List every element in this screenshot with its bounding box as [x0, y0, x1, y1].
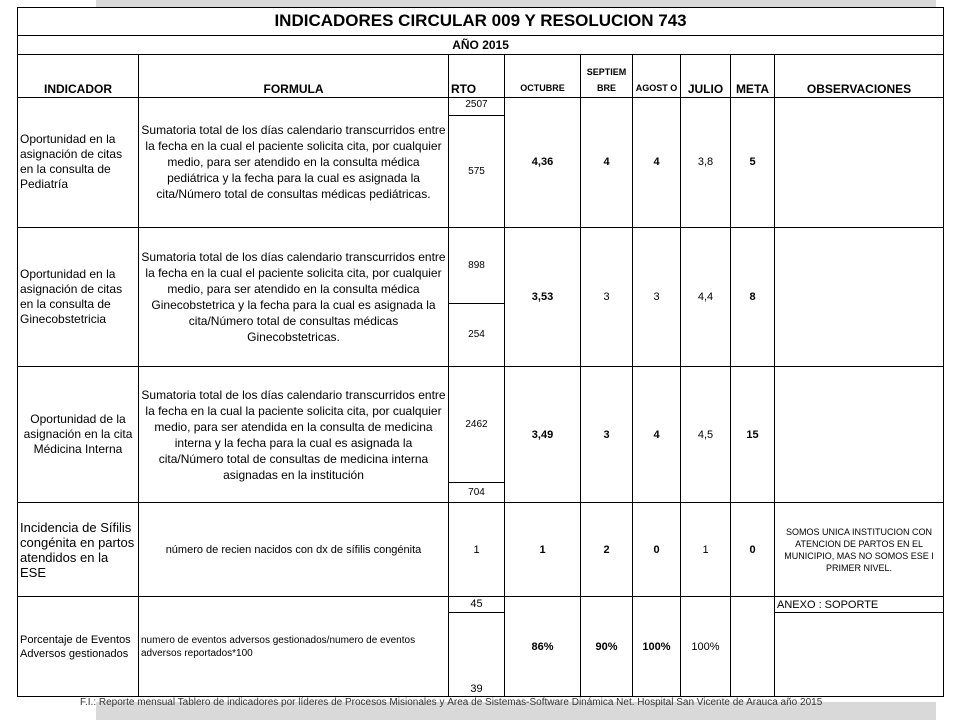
meta-cell: 15: [731, 366, 775, 503]
indicador-cell: Incidencia de Sífilis congénita en partos atendidos en la ESE: [18, 503, 139, 597]
denominador-cell: 575: [449, 116, 505, 228]
agosto-cell: 4: [633, 97, 681, 227]
observaciones-cell: ANEXO : SOPORTE: [775, 597, 944, 613]
agosto-cell: 100%: [633, 597, 681, 697]
julio-cell: 3,8: [681, 97, 731, 227]
denominador-cell: 39: [449, 613, 505, 697]
octubre-cell: 1: [505, 503, 581, 597]
agosto-cell: 3: [633, 228, 681, 367]
observaciones-cell: SOMOS UNICA INSTITUCION CON ATENCION DE PARTOS EN EL MUNICIPIO, MAS NO SOMOS ESE I PRIMER NIVEL.: [775, 503, 944, 597]
meta-cell: 5: [731, 97, 775, 227]
header-indicador: INDICADOR: [18, 54, 139, 97]
header-rto: RTO: [449, 54, 505, 97]
table-row: [18, 228, 944, 303]
formula-cell: numero de eventos adversos gestionados/numero de eventos adversos reportados*100: [139, 597, 449, 697]
table-row: [18, 503, 944, 597]
header-formula: FORMULA: [139, 54, 449, 97]
octubre-cell: 3,49: [505, 366, 581, 503]
header-septiembre: SEPTIEM BRE: [581, 54, 633, 97]
indicador-cell: Oportunidad de la asignación en la cita Médicina Interna: [18, 366, 139, 503]
octubre-cell: 86%: [505, 597, 581, 697]
julio-cell: 4,5: [681, 366, 731, 503]
octubre-cell: 3,53: [505, 228, 581, 367]
numerador-cell: 2507: [449, 97, 505, 115]
agosto-cell: 0: [633, 503, 681, 597]
table-subtitle-year: AÑO 2015: [18, 35, 944, 54]
julio-cell: 4,4: [681, 228, 731, 367]
observaciones-cell: [775, 97, 944, 227]
formula-cell: Sumatoria total de los días calendario transcurridos entre la fecha en la cual el paciente solicita cita, por cualquier medio, para ser atendido en la consulta médica pediátrica y la fecha para la cual es asignada la cita/Número total de consultas médicas pediátricas.: [139, 97, 449, 227]
header-julio: JULIO: [681, 54, 731, 97]
meta-cell: [731, 597, 775, 697]
meta-cell: 8: [731, 228, 775, 367]
table-row: [18, 366, 944, 482]
julio-cell: 1: [681, 503, 731, 597]
septiembre-cell: 4: [581, 97, 633, 227]
header-observaciones: OBSERVACIONES: [775, 54, 944, 97]
numerador-cell: 2462: [449, 366, 505, 482]
numerador-cell: 45: [449, 597, 505, 613]
numerador-cell: 898: [449, 228, 505, 303]
indicador-cell: Oportunidad en la asignación de citas en la consulta de Ginecobstetricia: [18, 228, 139, 367]
rto-cell: 1: [449, 503, 505, 597]
formula-cell: Sumatoria total de los días calendario transcurridos entre la fecha en la cual la paciente solicita cita, por cualquier medio, para ser atendida en la consulta de medicina interna y la fecha para la cual es asignada la cita/Número total de consultas de medicina interna asignadas en la institución: [139, 366, 449, 503]
denominador-cell: 704: [449, 482, 505, 502]
meta-cell: 0: [731, 503, 775, 597]
indicators-table: [17, 7, 944, 697]
formula-cell: número de recien nacidos con dx de sífilis congénita: [139, 503, 449, 597]
septiembre-cell: 90%: [581, 597, 633, 697]
indicador-cell: Oportunidad en la asignación de citas en la consulta de Pediatría: [18, 97, 139, 227]
header-meta: META: [731, 54, 775, 97]
source-footnote: F.I.: Reporte mensual Tablero de indicadores por líderes de Procesos Misionales y Área de Sistemas-Software Dinámica Net. Hospital San Vicente de Arauca año 2015: [80, 697, 823, 708]
octubre-cell: 4,36: [505, 97, 581, 227]
septiembre-cell: 3: [581, 366, 633, 503]
septiembre-cell: 2: [581, 503, 633, 597]
header-agosto: AGOST O: [633, 54, 681, 97]
julio-cell: 100%: [681, 597, 731, 697]
observaciones-empty-cell: [775, 613, 944, 697]
formula-cell: Sumatoria total de los días calendario transcurridos entre la fecha en la cual el paciente solicita cita, por cualquier medio, para ser atendido en la consulta médica Ginecobstetrica y la fecha para la cual es asignada la cita/Número total de consultas médicas Ginecobstetricas.: [139, 228, 449, 367]
agosto-cell: 4: [633, 366, 681, 503]
indicador-cell: Porcentaje de Eventos Adversos gestionados: [18, 597, 139, 697]
septiembre-cell: 3: [581, 228, 633, 367]
header-octubre: OCTUBRE: [505, 54, 581, 97]
denominador-cell: 254: [449, 303, 505, 366]
table-title: INDICADORES CIRCULAR 009 Y RESOLUCION 743: [18, 8, 944, 36]
table-row: [18, 597, 944, 613]
observaciones-cell: [775, 228, 944, 367]
observaciones-cell: [775, 366, 944, 503]
table-row: [18, 97, 944, 115]
